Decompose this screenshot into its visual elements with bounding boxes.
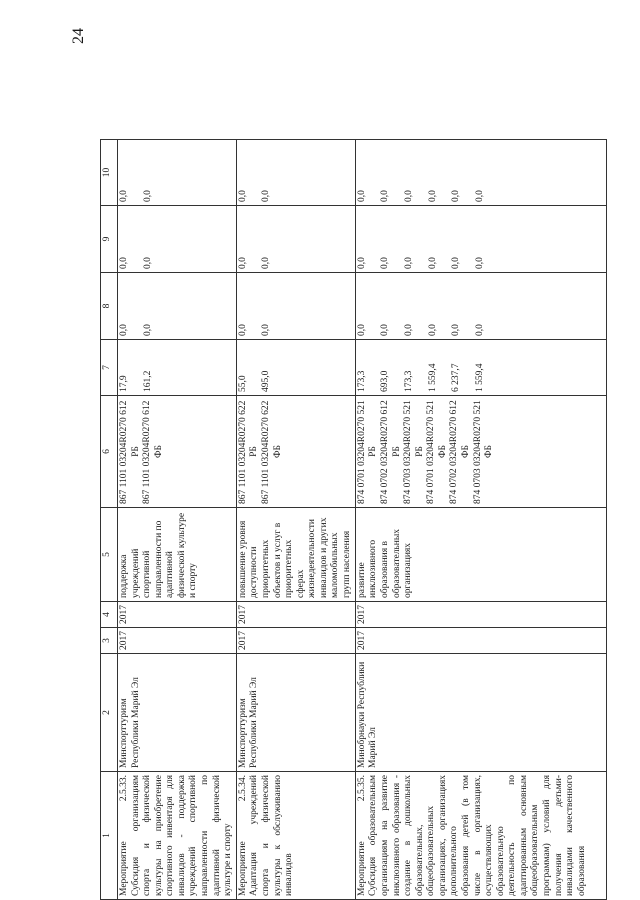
amount-col10 <box>355 140 606 206</box>
col-header: 1 <box>101 772 118 900</box>
amount-col8 <box>236 273 355 340</box>
amount-value: 0,0 <box>427 257 438 269</box>
budget-code: 867 1101 03204R0270 612 <box>142 400 153 504</box>
amount-value: 0,0 <box>474 324 485 336</box>
budget-code: 874 0702 03204R0270 612 <box>379 400 390 504</box>
amount-value: 0,0 <box>403 190 414 202</box>
amount-value: 0,0 <box>237 257 248 269</box>
amount-value: 0,0 <box>427 190 438 202</box>
budget-code: 874 0701 03204R0270 521 <box>426 400 437 504</box>
amount-col10 <box>118 140 237 206</box>
amount-value: 0,0 <box>356 324 367 336</box>
measures-table <box>100 139 607 900</box>
budget-source: ФБ <box>153 445 164 458</box>
amount-value: 0,0 <box>356 257 367 269</box>
table-row <box>236 140 355 900</box>
budget-source: ФБ <box>484 445 495 458</box>
col-header: 4 <box>101 602 118 628</box>
amount-value: 0,0 <box>451 324 462 336</box>
amount-value: 0,0 <box>237 190 248 202</box>
amount-value: 173,3 <box>356 370 367 392</box>
year-end: 2017 <box>118 602 237 628</box>
page-number: 24 <box>70 28 87 44</box>
table-row <box>355 140 606 900</box>
executor: Минспорттуризм Республики Марий Эл <box>118 654 237 772</box>
year-end: 2017 <box>236 602 355 628</box>
measure-name: Мероприятие 2.5.33. Субсидия организациям спорта и физической культуры на приобретение спортивного инвентаря для инвалидов - поддержка учреждений спортивной направленности по адаптивной физической культуре и спорту <box>118 772 237 900</box>
col-header: 7 <box>101 340 118 396</box>
amount-value: 1 559,4 <box>427 363 438 392</box>
amount-col9 <box>236 206 355 273</box>
budget-source: РБ <box>368 446 379 457</box>
col-header: 8 <box>101 273 118 340</box>
year-end: 2017 <box>355 602 606 628</box>
budget-code: 867 1101 03204R0270 622 <box>260 400 271 504</box>
amount-value: 0,0 <box>451 257 462 269</box>
amount-value: 17,9 <box>119 375 129 392</box>
budget-source: РБ <box>414 446 425 457</box>
amount-value: 0,0 <box>474 257 485 269</box>
amount-col7 <box>118 340 237 396</box>
amount-value: 6 237,7 <box>451 363 462 392</box>
amount-value: 0,0 <box>119 324 129 336</box>
col-header: 3 <box>101 628 118 654</box>
executor: Минобрнауки Республики Марий Эл <box>355 654 606 772</box>
amount-value: 693,0 <box>380 370 391 392</box>
budget-source: ФБ <box>460 445 471 458</box>
amount-col9 <box>118 206 237 273</box>
amount-value: 0,0 <box>380 324 391 336</box>
budget-source: РБ <box>130 446 141 457</box>
budget-code: 874 0703 03204R0270 521 <box>403 400 414 504</box>
budget-source: ФБ <box>437 445 448 458</box>
budget-code: 874 0702 03204R0270 612 <box>449 400 460 504</box>
budget-code: 874 0701 03204R0270 521 <box>356 400 367 504</box>
amount-value: 0,0 <box>142 190 153 202</box>
amount-col7 <box>236 340 355 396</box>
amount-value: 0,0 <box>119 190 129 202</box>
amount-col7 <box>355 340 606 396</box>
amount-col9 <box>355 206 606 273</box>
amount-value: 0,0 <box>427 324 438 336</box>
amount-value: 0,0 <box>474 190 485 202</box>
budget-codes <box>355 396 606 508</box>
amount-value: 0,0 <box>261 257 272 269</box>
executor: Минспорттуризм Республики Марий Эл <box>236 654 355 772</box>
amount-value: 161,2 <box>142 370 153 392</box>
amount-value: 0,0 <box>119 257 129 269</box>
amount-value: 0,0 <box>380 257 391 269</box>
budget-code: 867 1101 03204R0270 622 <box>237 400 248 504</box>
expected-result: поддержка учреждений спортивной направленности по адаптивной физической культуре и спорту <box>118 508 237 602</box>
measure-name: Мероприятие 2.5.34. Адаптация учреждений спорта и физической культуры к обслуживанию инвалидов <box>236 772 355 900</box>
col-header: 10 <box>101 140 118 206</box>
amount-value: 173,3 <box>403 370 414 392</box>
budget-codes <box>118 396 237 508</box>
year-start: 2017 <box>118 628 237 654</box>
amount-value: 1 559,4 <box>474 363 485 392</box>
budget-codes <box>236 396 355 508</box>
budget-source: РБ <box>391 446 402 457</box>
measure-name: Мероприятие 2.5.35. Субсидия образовательным организациям на развитие инклюзивного образования - создание в дошкольных образовательных, общеобразовательных организациях, организациях дополнительного образования детей (в том числе в организациях, осуществляющих образовательную деятельность по адаптированным основным общеобразовательным программам) условий для получения детьми-инвалидами качественного образования <box>355 772 606 900</box>
amount-value: 0,0 <box>380 190 391 202</box>
amount-value: 55,0 <box>237 375 248 392</box>
col-header: 5 <box>101 508 118 602</box>
amount-value: 0,0 <box>237 324 248 336</box>
col-header: 9 <box>101 206 118 273</box>
amount-value: 0,0 <box>142 324 153 336</box>
amount-value: 0,0 <box>403 257 414 269</box>
expected-result: повышение уровня доступности приоритетных объектов и услуг в приоритетных сферах жизнедеятельности инвалидов и других маломобильных групп населения <box>236 508 355 602</box>
expected-result: развитие инклюзивного образования в образовательных организациях <box>355 508 606 602</box>
amount-col10 <box>236 140 355 206</box>
budget-source: РБ <box>249 446 260 457</box>
amount-value: 0,0 <box>451 190 462 202</box>
amount-col8 <box>355 273 606 340</box>
budget-code: 867 1101 03204R0270 612 <box>119 400 129 504</box>
amount-value: 0,0 <box>261 324 272 336</box>
table-row <box>118 140 237 900</box>
amount-value: 0,0 <box>356 190 367 202</box>
header-row <box>101 140 118 900</box>
amount-value: 0,0 <box>261 190 272 202</box>
amount-col8 <box>118 273 237 340</box>
year-start: 2017 <box>355 628 606 654</box>
col-header: 6 <box>101 396 118 508</box>
amount-value: 495,0 <box>261 370 272 392</box>
budget-source: ФБ <box>272 445 283 458</box>
rotated-table-wrapper <box>100 140 640 900</box>
year-start: 2017 <box>236 628 355 654</box>
col-header: 2 <box>101 654 118 772</box>
amount-value: 0,0 <box>403 324 414 336</box>
budget-code: 874 0703 03204R0270 521 <box>472 400 483 504</box>
amount-value: 0,0 <box>142 257 153 269</box>
